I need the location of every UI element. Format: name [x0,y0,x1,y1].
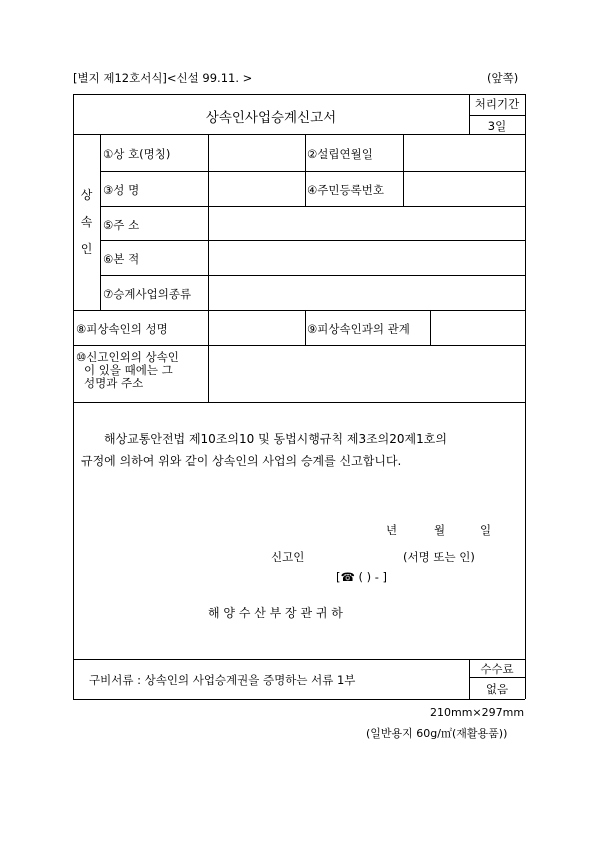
domicile-field[interactable] [209,241,524,274]
applicant-phone: [☎ ( ) - ] [336,570,388,584]
established-date-field[interactable] [404,135,524,170]
decedent-relation-label: ⑨피상속인과의 관계 [307,322,410,336]
successor-group-char-1: 상 [80,188,93,202]
applicant-name-field[interactable] [320,545,400,563]
other-heirs-label [76,351,206,390]
declaration-line-1: 해상교통안전법 제10조의10 및 동법시행규칙 제3조의20제1호의 [104,432,447,446]
date-month-field[interactable] [400,518,430,536]
name-label: ③성 명 [103,183,140,197]
date-year-field[interactable] [330,518,380,536]
business-type-field[interactable] [209,276,524,309]
other-heirs-label-line-3: 성명과 주소 [84,376,144,390]
date-year-label: 년 [386,523,398,537]
addressee: 해 양 수 산 부 장 관 귀 하 [208,606,343,620]
other-heirs-label-line-2: 이 있을 때에는 그 [84,363,173,377]
form-title: 상속인사업승계신고서 [205,110,337,126]
domicile-label: ⑥본 적 [103,252,140,266]
other-heirs-label-line-1: ⑩신고인외의 상속인 [76,350,179,364]
address-field[interactable] [209,207,524,239]
processing-period-value: 3일 [487,119,507,133]
applicant-label: 신고인 [271,550,305,564]
resident-number-field[interactable] [404,172,524,205]
attachments-text: 구비서류 : 상속인의 사업승계권을 증명하는 서류 1부 [89,673,356,687]
successor-group-char-3: 인 [80,242,93,256]
business-type-label: ⑦승계사업의종류 [103,287,192,301]
name-field[interactable] [209,172,304,205]
date-day-field[interactable] [448,518,478,536]
resident-number-label: ④주민등록번호 [307,183,384,197]
other-heirs-field[interactable] [209,346,524,401]
fee-value: 없음 [485,682,509,696]
decedent-relation-field[interactable] [431,311,524,344]
trade-name-label: ①상 호(명칭) [103,147,171,161]
successor-group-char-2: 속 [80,215,93,229]
fee-label: 수수료 [480,662,514,676]
established-date-label: ②설립연월일 [307,147,373,161]
date-month-label: 월 [434,523,446,537]
decedent-name-field[interactable] [209,311,304,344]
declaration-line-2: 규정에 의하여 위와 같이 상속인의 사업의 승계를 신고합니다. [81,454,402,468]
applicant-sign-label: (서명 또는 인) [403,550,475,564]
decedent-name-label: ⑧피상속인의 성명 [76,322,168,336]
date-day-label: 일 [480,523,492,537]
paper-size: 210mm×297mm [430,706,525,719]
trade-name-field[interactable] [209,135,304,170]
form-reference: [별지 제12호서식]<신설 99.11. > [73,71,253,85]
address-label: ⑤주 소 [103,218,140,232]
page-side-label: (앞쪽) [487,71,519,85]
paper-spec: (일반용지 60g/㎡(재활용품)) [366,727,508,740]
processing-period-label: 처리기간 [474,97,520,111]
